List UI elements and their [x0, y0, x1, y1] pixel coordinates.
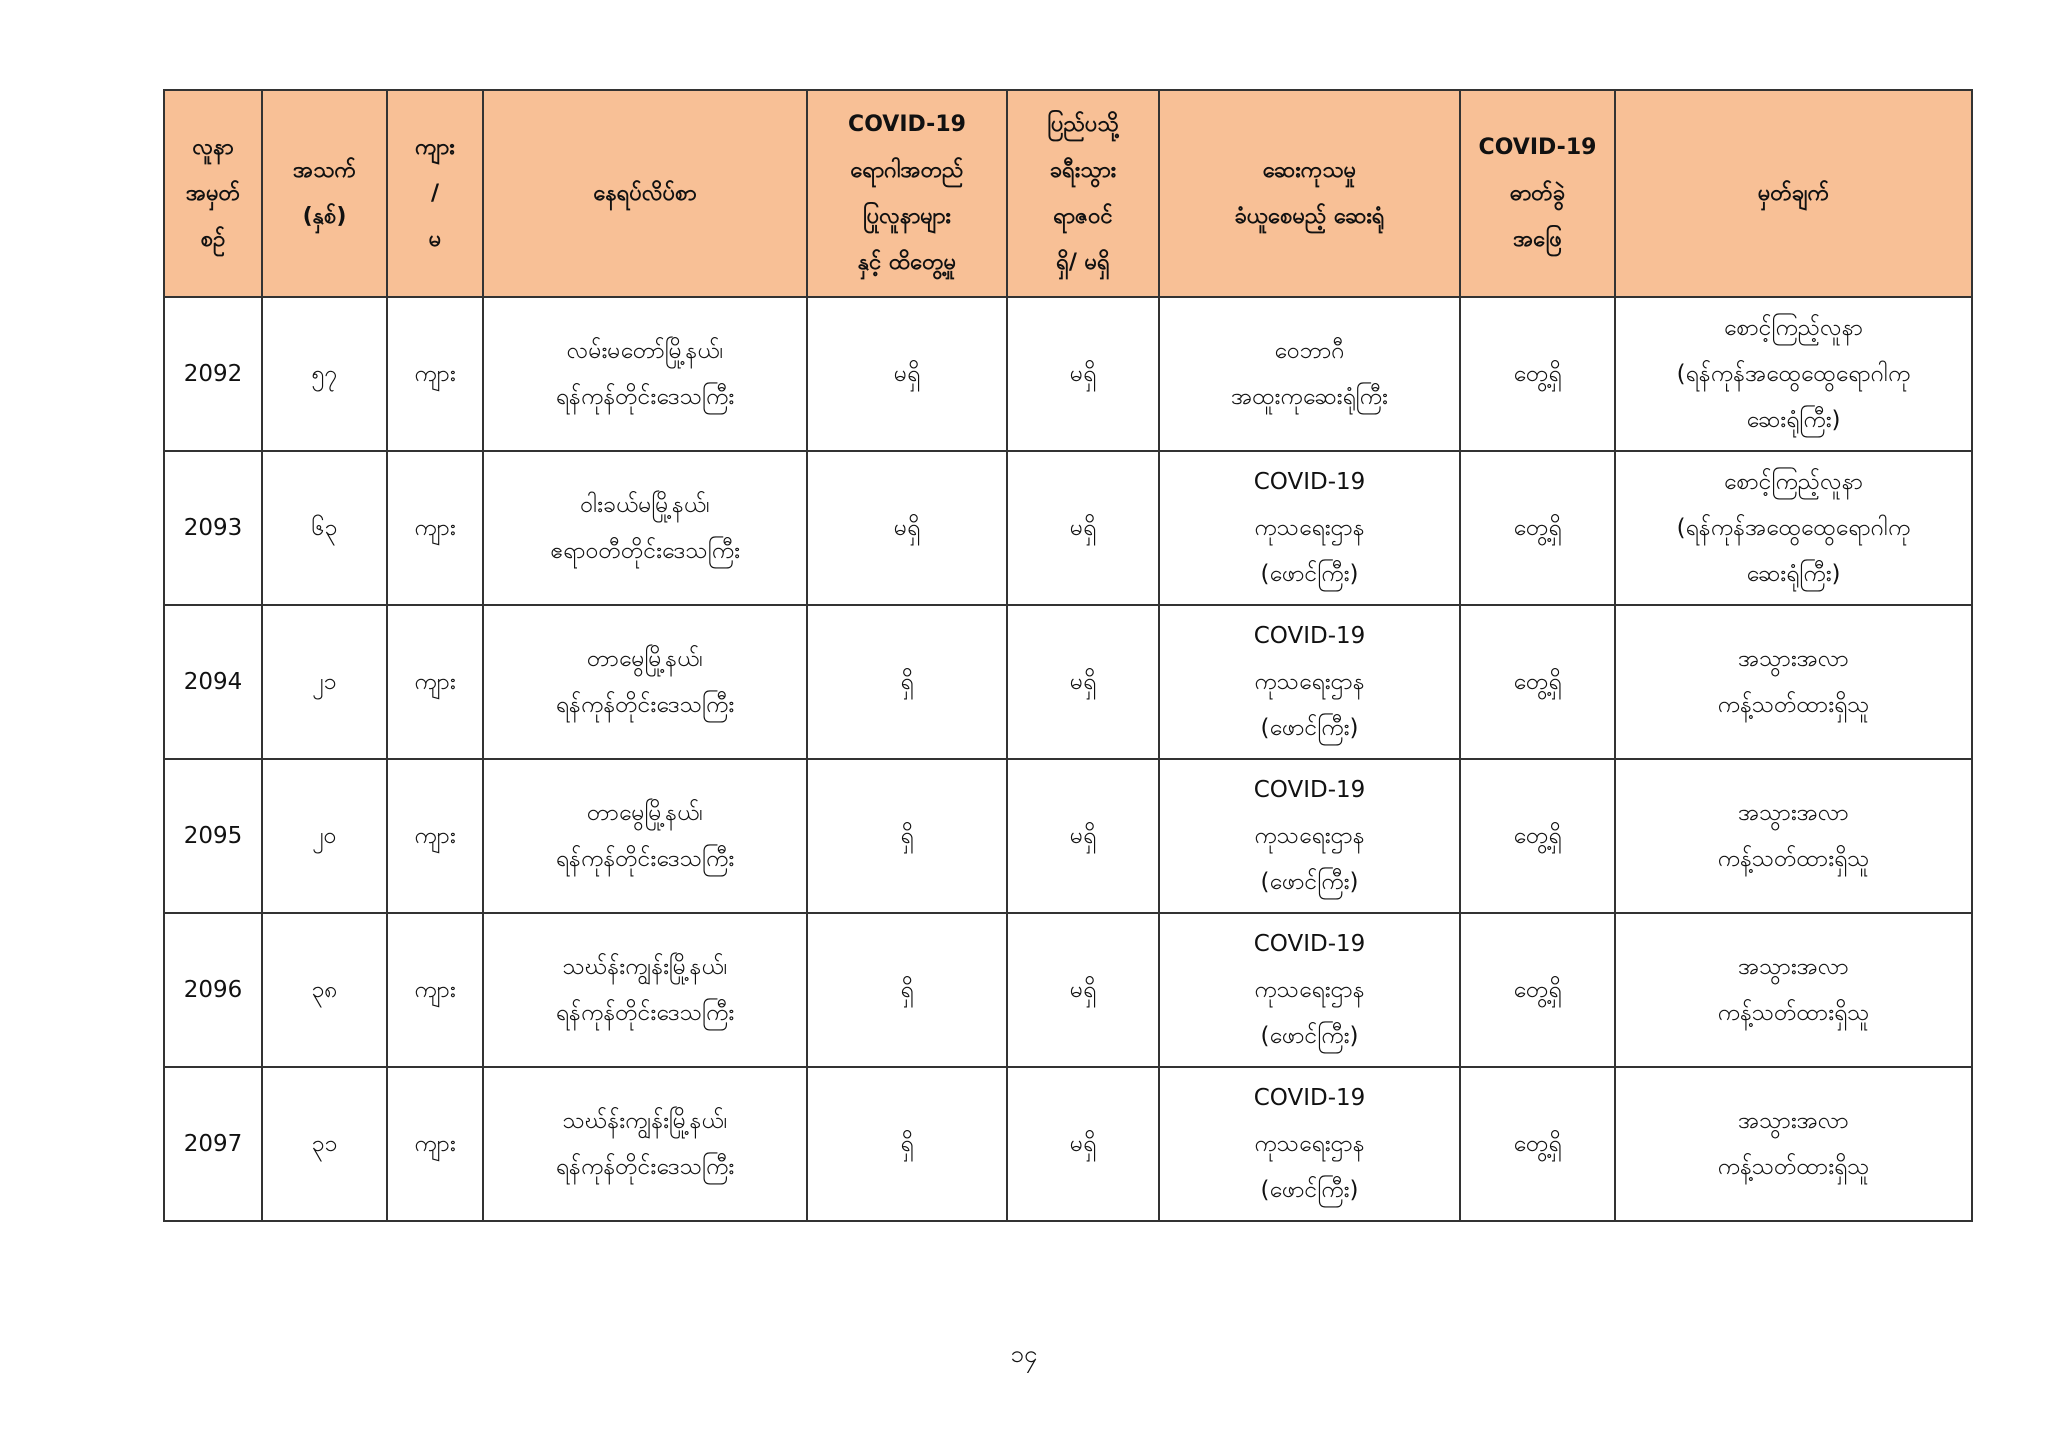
cell-age: ၆၃ [262, 451, 387, 605]
cell-lab-result: တွေ့ရှိ [1460, 451, 1615, 605]
cell-hospital-line: (ဖောင်ကြီး) [1260, 715, 1359, 741]
cell-address-line: သဃ်န်းကျွန်းမြို့နယ်၊ [562, 1108, 728, 1134]
header-line: မှတ်ချက် [1757, 180, 1830, 206]
cell-travel-history: မရှိ [1007, 605, 1159, 759]
cell-remarks-line: စောင့်ကြည့်လူနာ [1723, 469, 1864, 495]
table-header-row [164, 90, 1972, 297]
cell-remarks-line: အသွားအလာ [1738, 1108, 1849, 1134]
cell-hospital-line: အထူးကုဆေးရုံကြီး [1231, 384, 1388, 410]
cell-address [483, 913, 807, 1067]
header-line: ရှိ/ မရှိ [1056, 249, 1110, 275]
cell-hospital-line: ကုသရေးဌာန [1254, 977, 1365, 1003]
cell-hospital-line: COVID-19 [1253, 469, 1366, 495]
cell-contact: ရှိ [807, 913, 1007, 1067]
cell-age: ၂၀ [262, 759, 387, 913]
header-hospital [1159, 90, 1460, 297]
cell-sex: ကျား [387, 297, 483, 451]
cell-address-line: ရန်ကုန်တိုင်းဒေသကြီး [555, 1154, 735, 1180]
cell-remarks-line: (ရန်ကုန်အထွေထွေရောဂါကု [1676, 515, 1911, 541]
header-line: အသက် [293, 157, 356, 183]
cell-hospital-line: COVID-19 [1253, 931, 1366, 957]
cell-remarks [1615, 759, 1972, 913]
table-row [164, 297, 1972, 451]
header-line: ရာဇဝင် [1053, 203, 1113, 229]
cell-remarks-line: အသွားအလာ [1738, 800, 1849, 826]
cell-remarks-line: ကန့်သတ်ထားရှိသူ [1717, 846, 1870, 872]
header-line: (နှစ်) [302, 203, 347, 229]
cell-remarks-line: အသွားအလာ [1738, 646, 1849, 672]
cell-contact: ရှိ [807, 759, 1007, 913]
cell-hospital [1159, 605, 1460, 759]
header-line: ပြည်ပသို့ [1047, 111, 1119, 137]
cell-hospital [1159, 451, 1460, 605]
header-line: နေရပ်လိပ်စာ [593, 180, 697, 206]
cell-remarks-line: ဆေးရုံကြီး) [1746, 407, 1841, 433]
cell-hospital [1159, 1067, 1460, 1221]
cell-travel-history: မရှိ [1007, 913, 1159, 1067]
cell-hospital-line: (ဖောင်ကြီး) [1260, 561, 1359, 587]
cell-address [483, 451, 807, 605]
cell-travel-history: မရှိ [1007, 1067, 1159, 1221]
header-address [483, 90, 807, 297]
cell-remarks [1615, 605, 1972, 759]
header-line: COVID-19 [848, 111, 966, 137]
cell-address [483, 605, 807, 759]
header-line: / [430, 180, 440, 206]
cell-case-number: 2094 [164, 605, 262, 759]
header-travel-history [1007, 90, 1159, 297]
cell-address-line: ဝါးခယ်မမြို့နယ်၊ [580, 492, 710, 518]
cell-address [483, 1067, 807, 1221]
table-body [164, 297, 1972, 1221]
cell-remarks-line: ကန့်သတ်ထားရှိသူ [1717, 1154, 1870, 1180]
cell-case-number: 2096 [164, 913, 262, 1067]
cell-hospital-line: (ဖောင်ကြီး) [1260, 1177, 1359, 1203]
cell-hospital-line: COVID-19 [1253, 1085, 1366, 1111]
header-line: ဓာတ်ခွဲ [1509, 180, 1566, 206]
header-line: ဆေးကုသမှု [1262, 157, 1357, 183]
cell-hospital [1159, 913, 1460, 1067]
header-line: ခံယူစေမည့် ဆေးရုံ [1234, 203, 1385, 229]
cell-address-line: ရန်ကုန်တိုင်းဒေသကြီး [555, 384, 735, 410]
header-line: မ [428, 226, 442, 252]
cell-remarks-line: အသွားအလာ [1738, 954, 1849, 980]
cell-remarks-line: ကန့်သတ်ထားရှိသူ [1717, 1000, 1870, 1026]
cell-case-number: 2097 [164, 1067, 262, 1221]
cell-remarks-line: (ရန်ကုန်အထွေထွေရောဂါကု [1676, 361, 1911, 387]
table-row [164, 913, 1972, 1067]
table-row [164, 605, 1972, 759]
cell-hospital-line: COVID-19 [1253, 777, 1366, 803]
cell-hospital [1159, 297, 1460, 451]
cell-hospital-line: ကုသရေးဌာန [1254, 1131, 1365, 1157]
cell-sex: ကျား [387, 451, 483, 605]
header-contact [807, 90, 1007, 297]
page-number: ၁၄ [1010, 1340, 1038, 1368]
cell-age: ၃၈ [262, 913, 387, 1067]
header-line: COVID-19 [1478, 134, 1597, 160]
cell-contact: ရှိ [807, 1067, 1007, 1221]
header-line: နှင့် ထိတွေ့မှု [857, 249, 957, 275]
cell-hospital-line: ကုသရေးဌာန [1254, 669, 1365, 695]
cell-hospital [1159, 759, 1460, 913]
cell-age: ၂၁ [262, 605, 387, 759]
table-row [164, 451, 1972, 605]
cell-contact: မရှိ [807, 451, 1007, 605]
cell-address-line: လမ်းမတော်မြို့နယ်၊ [566, 338, 724, 364]
covid-case-table [163, 89, 1973, 1222]
header-line: ကျား [415, 134, 455, 160]
cell-travel-history: မရှိ [1007, 451, 1159, 605]
cell-lab-result: တွေ့ရှိ [1460, 605, 1615, 759]
cell-remarks [1615, 913, 1972, 1067]
header-line: ခရီးသွား [1049, 157, 1117, 183]
header-line: စဉ် [200, 226, 226, 252]
cell-hospital-line: ကုသရေးဌာန [1254, 515, 1365, 541]
cell-age: ၃၁ [262, 1067, 387, 1221]
cell-remarks-line: စောင့်ကြည့်လူနာ [1723, 315, 1864, 341]
header-line: ရောဂါအတည် [850, 157, 964, 183]
cell-remarks-line: ကန့်သတ်ထားရှိသူ [1717, 692, 1870, 718]
cell-address [483, 759, 807, 913]
cell-case-number: 2093 [164, 451, 262, 605]
cell-hospital-line: ကုသရေးဌာန [1254, 823, 1365, 849]
header-lab-result [1460, 90, 1615, 297]
cell-lab-result: တွေ့ရှိ [1460, 1067, 1615, 1221]
cell-contact: ရှိ [807, 605, 1007, 759]
header-case-number [164, 90, 262, 297]
cell-sex: ကျား [387, 1067, 483, 1221]
cell-remarks [1615, 451, 1972, 605]
cell-hospital-line: (ဖောင်ကြီး) [1260, 869, 1359, 895]
cell-travel-history: မရှိ [1007, 759, 1159, 913]
header-line: လူနာ [192, 134, 234, 160]
cell-address-line: ဧရာဝတီတိုင်းဒေသကြီး [550, 538, 740, 564]
cell-sex: ကျား [387, 759, 483, 913]
cell-lab-result: တွေ့ရှိ [1460, 913, 1615, 1067]
cell-address-line: ရန်ကုန်တိုင်းဒေသကြီး [555, 1000, 735, 1026]
header-sex [387, 90, 483, 297]
cell-remarks [1615, 1067, 1972, 1221]
table-row [164, 1067, 1972, 1221]
cell-contact: မရှိ [807, 297, 1007, 451]
header-line: အမှတ် [185, 180, 241, 206]
cell-address-line: ရန်ကုန်တိုင်းဒေသကြီး [555, 846, 735, 872]
cell-remarks [1615, 297, 1972, 451]
cell-address-line: တာမွေမြို့နယ်၊ [587, 800, 703, 826]
cell-case-number: 2092 [164, 297, 262, 451]
header-line: ပြုလူနာများ [863, 203, 951, 229]
cell-hospital-line: ဝေဘာဂီ [1274, 338, 1345, 364]
header-line: အဖြေ [1513, 226, 1562, 252]
cell-hospital-line: COVID-19 [1253, 623, 1366, 649]
cell-sex: ကျား [387, 605, 483, 759]
cell-lab-result: တွေ့ရှိ [1460, 759, 1615, 913]
cell-lab-result: တွေ့ရှိ [1460, 297, 1615, 451]
cell-case-number: 2095 [164, 759, 262, 913]
cell-address-line: သဃ်န်းကျွန်းမြို့နယ်၊ [562, 954, 728, 980]
cell-travel-history: မရှိ [1007, 297, 1159, 451]
cell-age: ၅၇ [262, 297, 387, 451]
cell-hospital-line: (ဖောင်ကြီး) [1260, 1023, 1359, 1049]
cell-address-line: ရန်ကုန်တိုင်းဒေသကြီး [555, 692, 735, 718]
cell-remarks-line: ဆေးရုံကြီး) [1746, 561, 1841, 587]
header-remarks [1615, 90, 1972, 297]
header-age [262, 90, 387, 297]
cell-sex: ကျား [387, 913, 483, 1067]
table-row [164, 759, 1972, 913]
cell-address [483, 297, 807, 451]
cell-address-line: တာမွေမြို့နယ်၊ [587, 646, 703, 672]
